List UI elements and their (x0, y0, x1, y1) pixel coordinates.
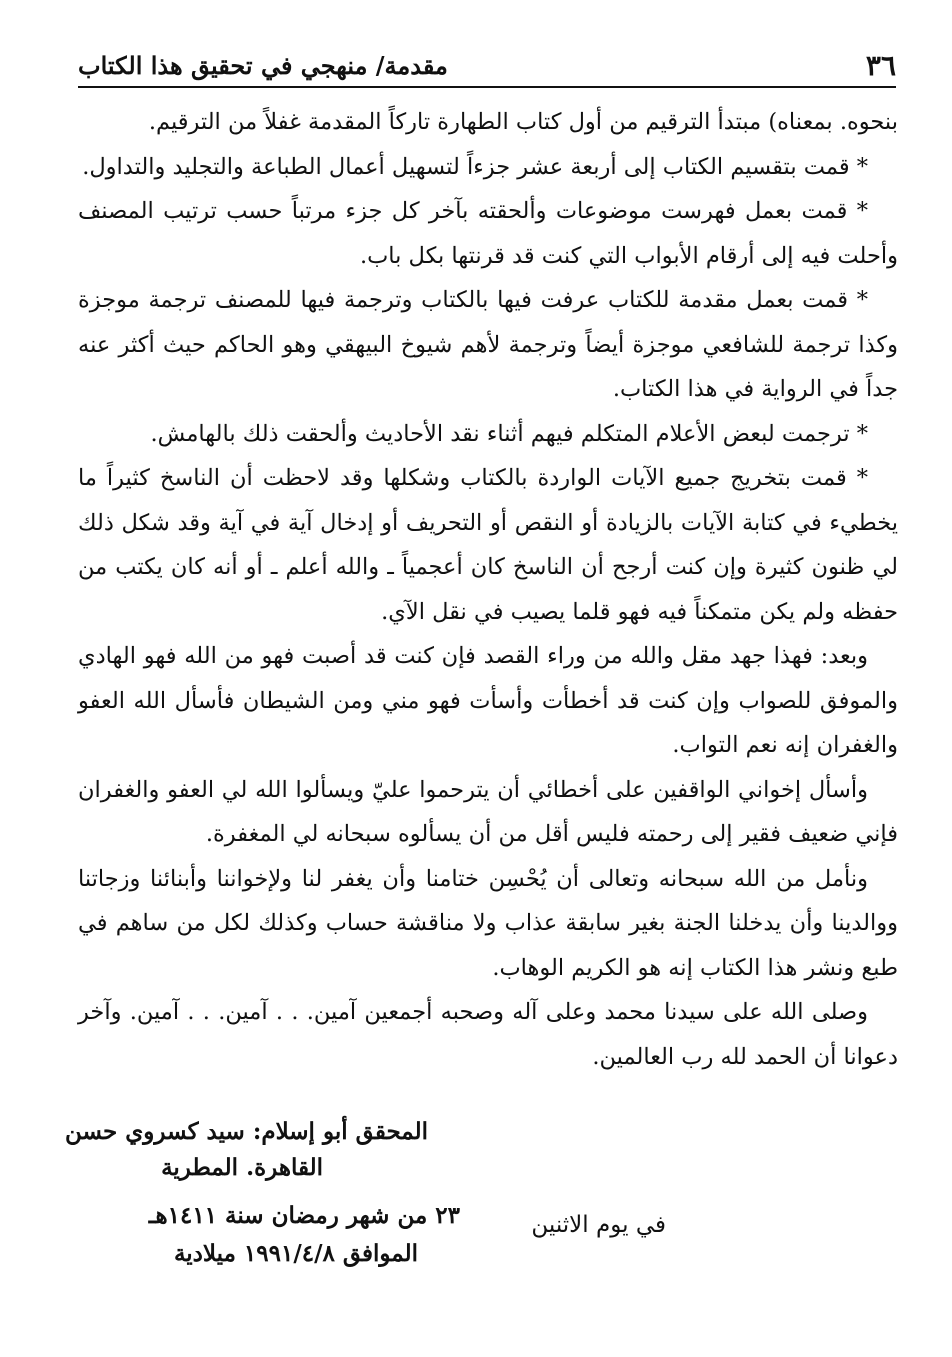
paragraph: وصلى الله على سيدنا محمد وعلى آله وصحبه أجمعين آمين. . . آمين. . . آمين. وآخر دعوانا أن الحمد لله رب العالمين. (78, 999, 898, 1070)
paragraph: * قمت بعمل فهرست موضوعات وألحقته بآخر كل جزء مرتباً حسب ترتيب المصنف وأحلت فيه إلى أرقام الأبواب التي كنت قد قرنتها بكل باب. (78, 198, 898, 269)
signature-day: في يوم الاثنين (531, 1212, 666, 1238)
paragraph: وبعد: فهذا جهد مقل والله من وراء القصد فإن كنت قد أصبت فهو من الله فهو الهادي والموفق للصواب وإن كنت قد أخطأت وأسأت فهو مني ومن الشيطان فأسأل الله العفو والغفران إنه نعم التواب. (78, 643, 898, 758)
paragraph: * قمت بعمل مقدمة للكتاب عرفت فيها بالكتاب وترجمة فيها للمصنف ترجمة موجزة وكذا ترجمة للشافعي موجزة أيضاً وترجمة لأهم شيوخ البيهقي وهو الحاكم حيث أكثر عنه جداً في الرواية في هذا الكتاب. (78, 287, 898, 402)
signature-block (65, 1118, 898, 1308)
running-title: مقدمة/ منهجي في تحقيق هذا الكتاب (78, 50, 448, 80)
paragraph: * ترجمت لبعض الأعلام المتكلم فيهم أثناء نقد الأحاديث وألحقت ذلك بالهامش. (150, 420, 868, 447)
paragraph: بنحوه. بمعناه) مبتدأ الترقيم من أول كتاب الطهارة تاركاً المقدمة غفلاً من الترقيم. (148, 109, 898, 135)
signature-author: المحقق أبو إسلام: سيد كسروي حسن (65, 1118, 428, 1145)
signature-date-hijri: ٢٣ من شهر رمضان سنة ١٤١١هـ (148, 1202, 460, 1229)
paragraph: * قمت بتخريج جميع الآيات الواردة بالكتاب وشكلها وقد لاحظت أن الناسخ كثيراً ما يخطيء في كتابة الآيات بالزيادة أو النقص أو التحريف أو إدخال آية في آية وقد شكل ذلك لي ظنون كثيرة وإن كنت أرجح أن الناسخ كان أعجمياً ـ والله أعلم ـ أو أنه كان يكتب من حفظه ولم يكن متمكناً فيه فهو قلما يصيب في نقل الآي. (78, 465, 898, 625)
paragraph: ونأمل من الله سبحانه وتعالى أن يُحْسِن ختامنا وأن يغفر لنا ولإخواننا وأبنائنا وزجاتنا ووالدينا وأن يدخلنا الجنة بغير سابقة عذاب ولا مناقشة حساب وكذلك لكل من ساهم في طبع ونشر هذا الكتاب إنه هو الكريم الوهاب. (78, 865, 898, 981)
page-number: ٣٦ (865, 48, 896, 82)
signature-date-gregorian: الموافق ١٩٩١/٤/٨ ميلادية (173, 1240, 418, 1267)
signature-place: القاهرة. المطرية (161, 1154, 323, 1181)
body-text (78, 100, 898, 1079)
page-header (78, 44, 896, 88)
paragraph: * قمت بتقسيم الكتاب إلى أربعة عشر جزءاً لتسهيل أعمال الطباعة والتجليد والتداول. (82, 153, 868, 180)
paragraph: وأسأل إخواني الواقفين على أخطائي أن يترحموا عليّ ويسألوا الله لي العفو والغفران فإني ضعيف فقير إلى رحمته فليس أقل من أن يسألوه سبحانه لي المغفرة. (78, 776, 898, 847)
